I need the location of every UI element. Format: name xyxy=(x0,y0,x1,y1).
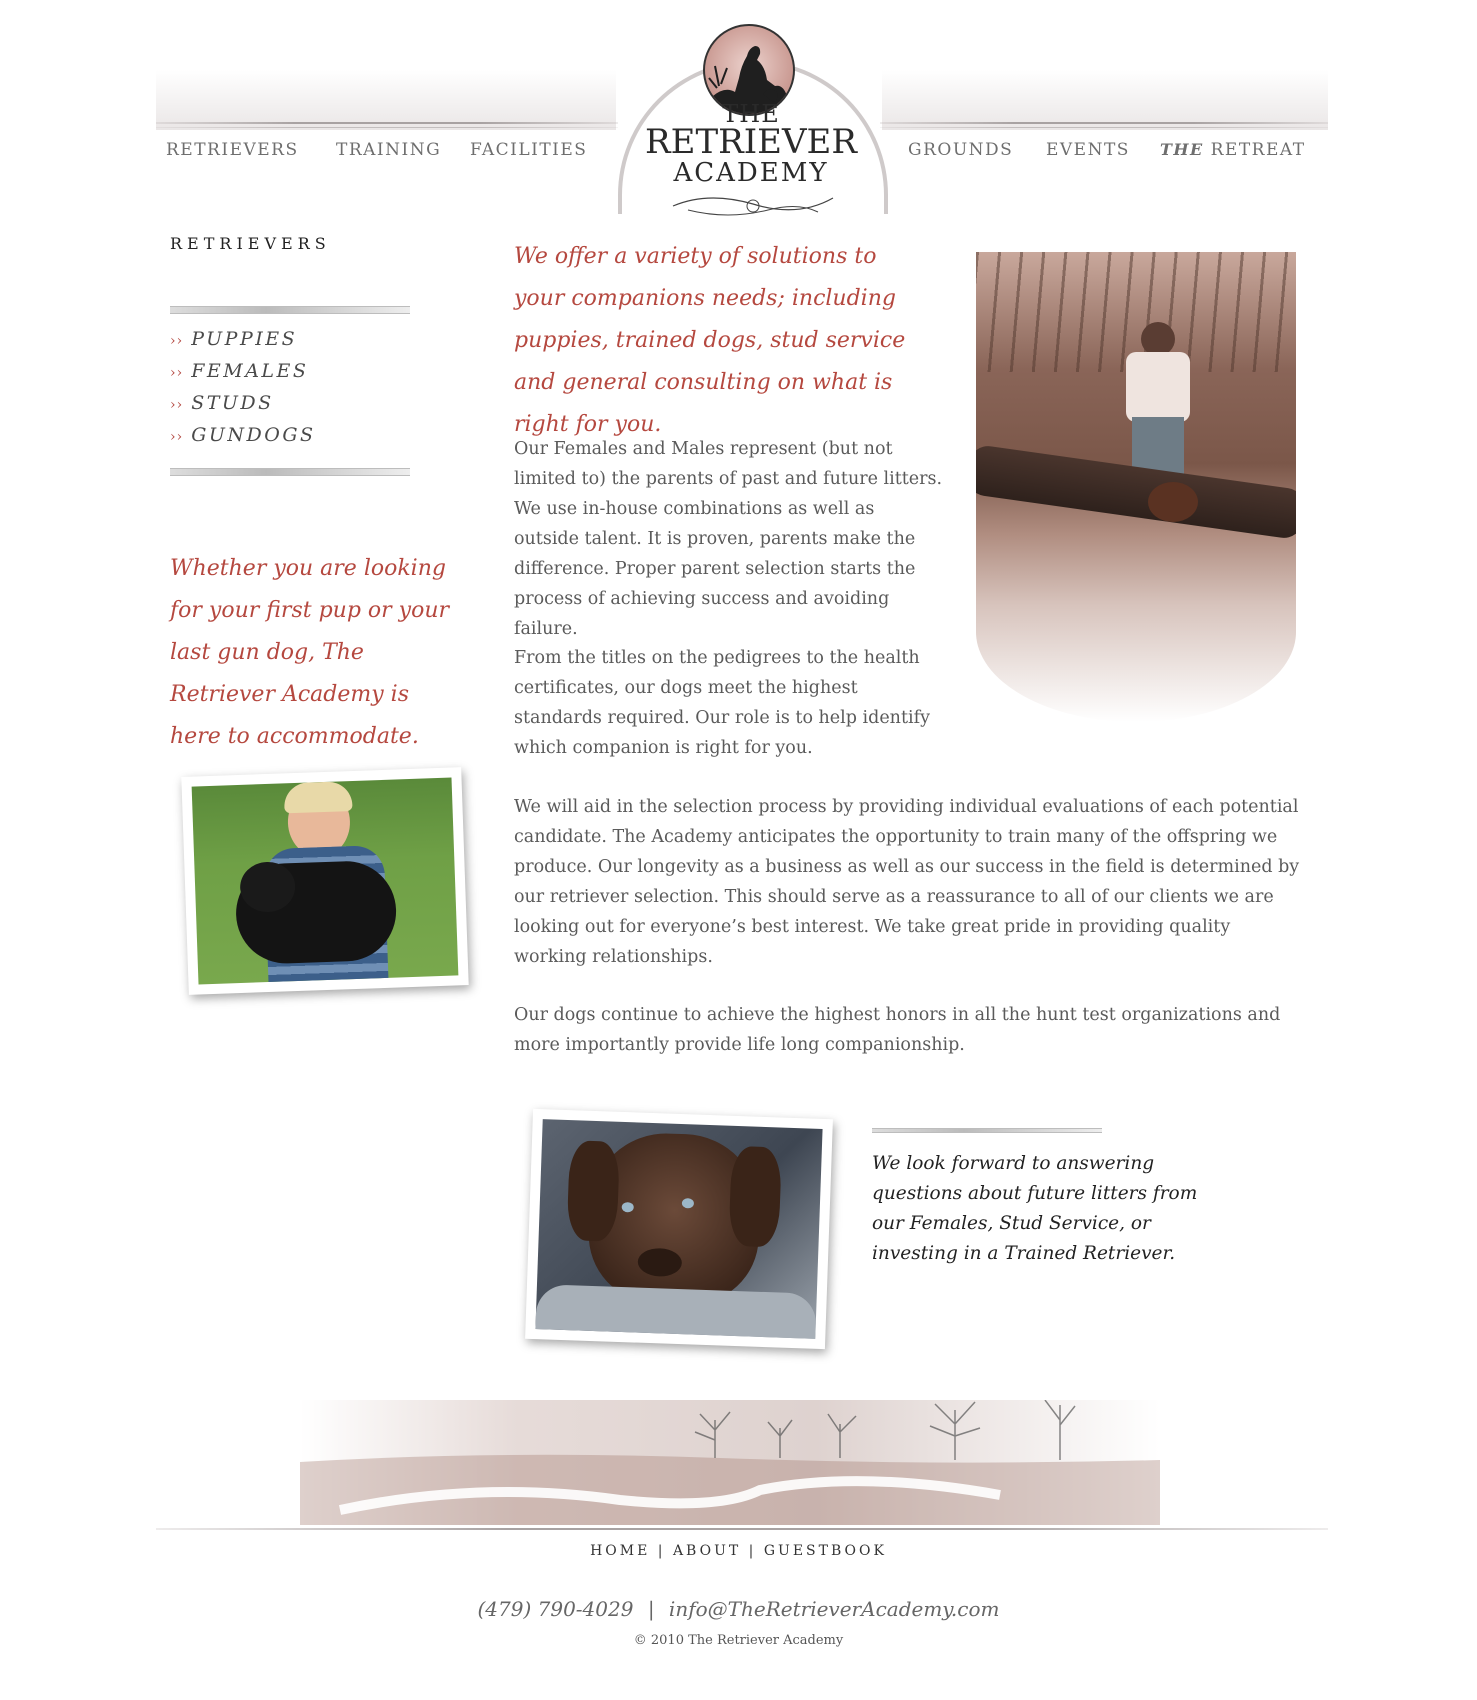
logo-academy: ACADEMY xyxy=(673,158,829,188)
paragraph-2: From the titles on the pedigrees to the health certificates, our dogs meet the highest standards required. Our role is to help identify which companion is right for you. xyxy=(514,648,930,758)
footer-rule xyxy=(156,1528,1328,1530)
header-rule-left-thin xyxy=(156,127,618,128)
photo-hunter-retriever xyxy=(976,252,1296,722)
footer-email-link[interactable]: info@TheRetrieverAcademy.com xyxy=(668,1597,1000,1621)
nav-events[interactable]: EVENTS xyxy=(1046,140,1130,160)
chevron-right-icon: ›› xyxy=(170,365,184,381)
nav-the-retreat[interactable] xyxy=(1160,140,1306,160)
header-rule-right xyxy=(880,122,1328,124)
closing-rule xyxy=(872,1128,1102,1133)
sidebar-link-label: GUNDOGS xyxy=(191,424,316,446)
intro-quote: We offer a variety of solutions to your companions needs; including puppies, trained dogs, stud service and general consulting on what is right for you. xyxy=(514,244,906,437)
chevron-right-icon: ›› xyxy=(170,397,184,413)
photo-boy-with-puppy xyxy=(181,767,468,995)
logo-retriever: RETRIEVER xyxy=(645,122,857,162)
header-rule-left xyxy=(156,122,618,124)
sidebar-link-label: PUPPIES xyxy=(191,328,298,350)
photo-chocolate-puppy xyxy=(525,1109,833,1349)
footer-copyright: © 2010 The Retriever Academy xyxy=(633,1633,844,1648)
nav-grounds[interactable]: GROUNDS xyxy=(908,140,1014,160)
paragraph-4: Our dogs continue to achieve the highest honors in all the hunt test organizations and more importantly provide life long companionship. xyxy=(514,1005,1281,1055)
sidebar-link-females[interactable] xyxy=(170,360,308,382)
closing-text: We look forward to answering questions about future litters from our Females, Stud Service, or investing in a Trained Retriever. xyxy=(872,1153,1198,1264)
nav-training[interactable]: TRAINING xyxy=(336,140,442,160)
sidebar-rule-bottom xyxy=(170,468,410,476)
nav-retrievers[interactable]: RETRIEVERS xyxy=(166,140,299,160)
footer-contact xyxy=(0,1597,1477,1621)
footer-separator: | xyxy=(657,1543,666,1559)
sidebar-title: RETRIEVERS xyxy=(170,234,331,253)
header-haze-left xyxy=(156,70,616,130)
header-rule-right-thin xyxy=(880,127,1328,128)
nav-the-retreat-prefix: THE xyxy=(1160,140,1204,159)
chevron-right-icon: ›› xyxy=(170,429,184,445)
logo-flourish-icon xyxy=(668,186,838,222)
nav-the-retreat-label: RETREAT xyxy=(1210,140,1306,160)
paragraph-3: We will aid in the selection process by providing individual evaluations of each potential candidate. The Academy anticipates the opportunity to train many of the offspring we produce. Our longevity as a business as well as our success in the field is determined by our retriever selection. This should serve as a reassurance to all of our clients we are looking out for everyone’s best interest. We take great pride in providing quality working relationships. xyxy=(514,797,1300,967)
footer-landscape xyxy=(300,1400,1160,1525)
footer-separator: | xyxy=(647,1597,655,1621)
sidebar-link-label: STUDS xyxy=(191,392,274,414)
nav-facilities[interactable]: FACILITIES xyxy=(470,140,588,160)
photo-chocolate-puppy-image xyxy=(535,1119,822,1339)
sidebar-link-label: FEMALES xyxy=(191,360,309,382)
footer-link-home[interactable]: HOME xyxy=(590,1543,651,1559)
sidebar-link-gundogs[interactable] xyxy=(170,424,316,446)
logo-the: THE xyxy=(722,100,780,128)
footer-phone: (479) 790-4029 xyxy=(477,1597,634,1621)
footer-link-about[interactable]: ABOUT xyxy=(672,1543,742,1559)
footer-nav xyxy=(0,1543,1477,1559)
sidebar-quote: Whether you are looking for your first pup or your last gun dog, The Retriever Academy is here to accommodate. xyxy=(170,556,450,749)
sidebar-rule-top xyxy=(170,306,410,314)
footer-separator: | xyxy=(748,1543,757,1559)
header-haze-right xyxy=(882,70,1328,130)
chevron-right-icon: ›› xyxy=(170,333,184,349)
footer-link-guestbook[interactable]: GUESTBOOK xyxy=(763,1543,887,1559)
sidebar-link-puppies[interactable] xyxy=(170,328,297,350)
footer-trees-icon xyxy=(300,1400,1160,1525)
photo-boy-with-puppy-image xyxy=(192,778,459,985)
sidebar-link-studs[interactable] xyxy=(170,392,274,414)
paragraph-1: Our Females and Males represent (but not limited to) the parents of past and future litters. We use in-house combinations as well as outside talent. It is proven, parents make the difference. Proper parent selection starts the process of achieving success and avoiding failure. xyxy=(514,439,943,639)
